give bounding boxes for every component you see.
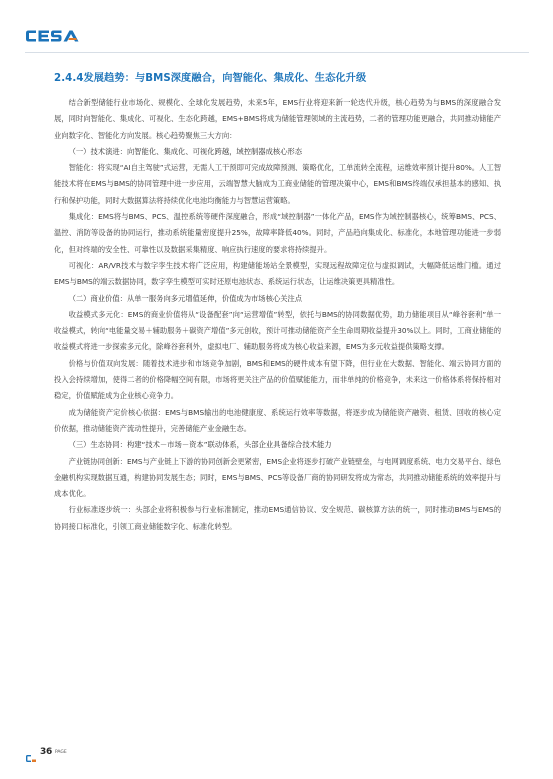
body-text <box>54 95 501 535</box>
page-number: 36 <box>40 747 52 757</box>
page-label: PAGE <box>54 750 67 755</box>
subheading-technology: （一）技术演进：向智能化、集成化、可视化跨越，域控制器成核心形态 <box>68 146 303 156</box>
subheading-commercial-value: （二）商业价值：从单一服务向多元增值延伸，价值成为市场核心关注点 <box>68 293 303 303</box>
paragraph-revenue-models: 收益模式多元化：EMS的商业价值将从“设备配套”向“运营增值”转型，依托与BMS的协同数据优势，助力储能项目从“峰谷套利”单一收益模式，转向“电能量交易＋辅助服务＋碳资产增值”多元创收，预计可推动储能资产全生命周期收益提升30%以上。同时，工商业储能的收益模式将进一步探索多元化，除峰谷套利外，虚拟电厂、辅助服务将成为核心收益来源，EMS为多元收益提供策略支撑。 <box>54 309 501 352</box>
paragraph-asset-pricing: 成为储能资产定价核心依据：EMS与BMS输出的电池健康度、系统运行效率等数据，将逐步成为储能资产融资、租赁、回收的核心定价依据，推动储能资产流动性提升，完善储能产业金融生态。 <box>54 407 501 433</box>
paragraph-intelligence: 智能化：将实现“AI自主驾驶”式运营，无需人工干预即可完成故障预测、策略优化，工单流转全流程，运维效率预计提升80%。人工智能技术将在EMS与BMS的协同管理中进一步应用，云端智慧大脑成为工商业储能的管理决策中心，EMS和BMS终端仅承担基本的感知、执行和保护功能，同时大数据算法将持续优化电池均衡能力与智慧运营策略。 <box>54 163 501 205</box>
paragraph-price-value: 价格与价值双向发展：随着技术进步和市场竞争加剧，BMS和EMS的硬件成本有望下降，但行业在大数据、智能化、端云协同方面的投入会持续增加，使得二者的价格降幅空间有限，市场将更关注产品的价值赋能能力，而非单纯的价格竞争，未来这一价格体系将保持相对稳定，价值赋能成为企业核心竞争力。 <box>54 358 501 401</box>
page-footer <box>25 747 67 757</box>
header-divider <box>25 52 529 53</box>
paragraph-industry-chain: 产业链协同创新：EMS与产业链上下游的协同创新会更紧密，EMS企业将逐步打破产业链壁垒，与电网调度系统、电力交易平台、绿色金融机构实现数据互通，构建协同发展生态；同时，EMS与BMS、PCS等设备厂商的协同研发将成为常态，共同推动储能系统的效率提升与成本优化。 <box>54 456 501 499</box>
paragraph-integration: 集成化：EMS将与BMS、PCS、温控系统等硬件深度融合，形成“域控制器”一体化产品，EMS作为域控制器核心，统筹BMS、PCS、温控、消防等设备的协同运行，推动系统能量密度提升25%，故障率降低40%。同时，产品趋向集成化、标准化，本地管理功能进一步弱化，但对终端的安全性、可靠性以及数据采集精度、响应执行速度的要求将持续提升。 <box>54 212 501 254</box>
cesa-logo <box>25 29 81 43</box>
section-title: 2.4.4发展趋势：与BMS深度融合，向智能化、集成化、生态化升级 <box>54 73 367 84</box>
paragraph-intro: 结合新型储能行业市场化、规模化、全球化发展趋势，未来5年，EMS行业将迎来新一轮迭代升级，核心趋势为与BMS的深度融合发展，同时向智能化、集成化、可视化、生态化跨越，EMS+BMS将成为储能管理领域的主流趋势，二者的管理功能更融合，共同推动储能产业向数字化、智能化方向发展。核心趋势聚焦三大方向： <box>54 98 501 140</box>
subheading-ecosystem: （三）生态协同：构建“技术－市场－资本”联动体系，头部企业具备综合技术能力 <box>68 440 332 450</box>
cesa-logo-mark <box>25 29 81 43</box>
paragraph-visualization: 可视化：AR/VR技术与数字孪生技术将广泛应用，构建储能场站全景模型，实现远程故障定位与虚拟调试，大幅降低运维门槛。通过EMS与BMS的端云数据协同，数字孪生模型可实时还原电池状态、系统运行状态，让运维决策更具精准性。 <box>54 260 501 287</box>
paragraph-standards: 行业标准逐步统一：头部企业将积极参与行业标准制定，推动EMS通信协议、安全规范、碳核算方法的统一，同时推动BMS与EMS的协同接口标准化，引领工商业储能数字化、标准化转型。 <box>54 505 501 531</box>
page-marker-icon <box>25 748 37 757</box>
